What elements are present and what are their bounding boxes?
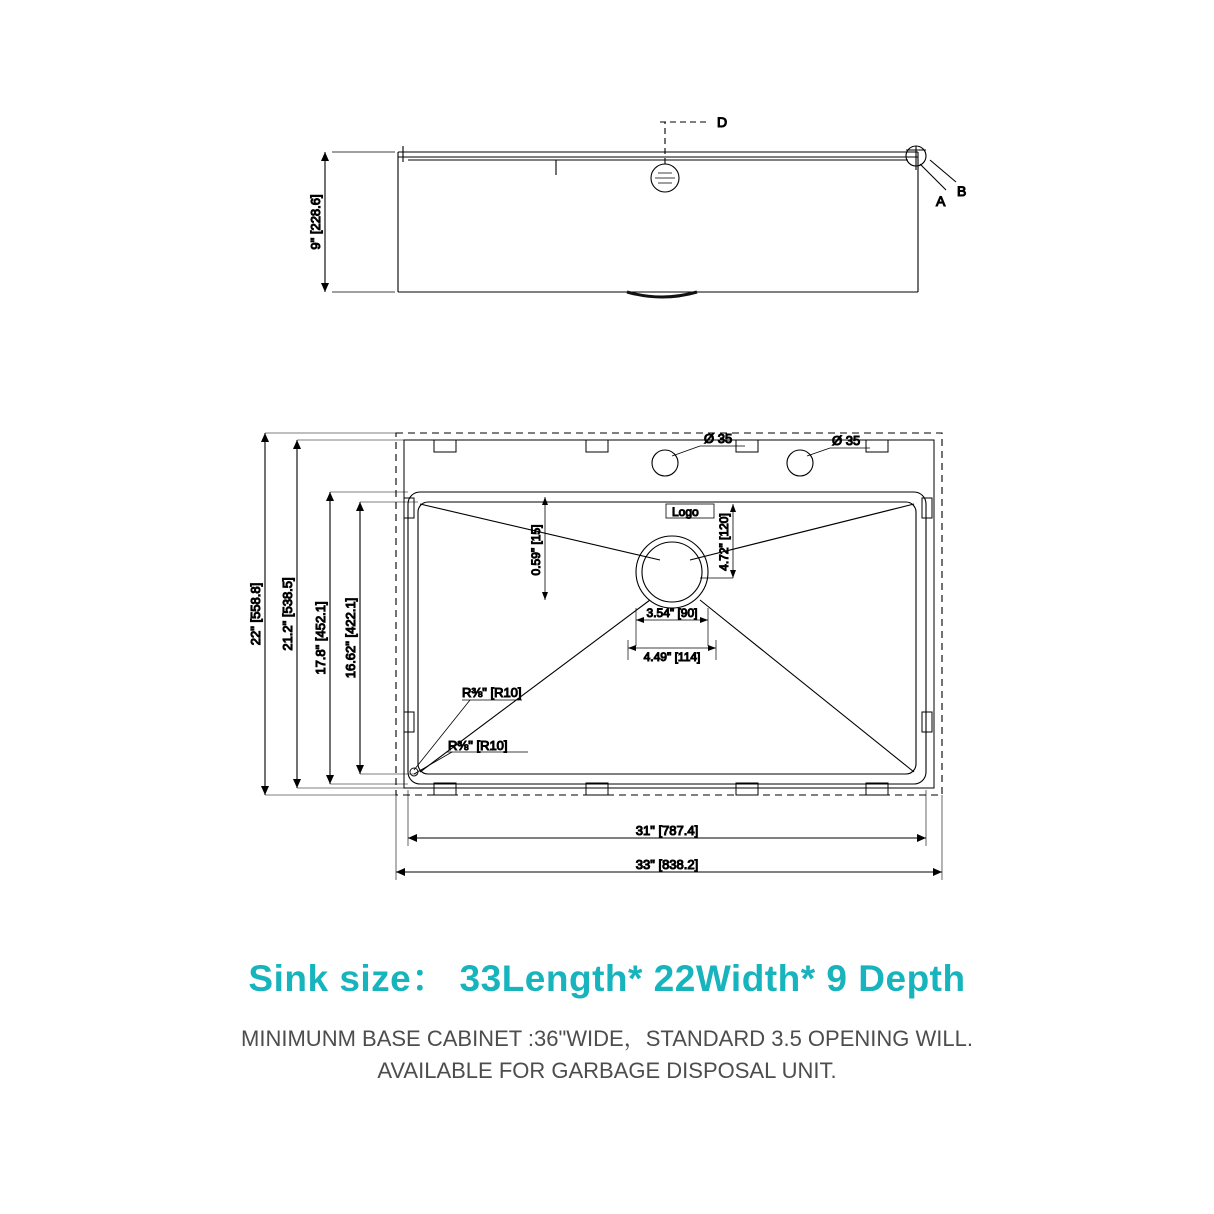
dim-31: 31" [787.4] xyxy=(635,823,699,838)
dim-4-72: 4.72" [120] xyxy=(717,513,731,571)
front-elevation-view xyxy=(308,114,966,297)
faucet-hole-1-label: Ø 35 xyxy=(704,431,733,446)
front-depth-dim: 9" [228.6] xyxy=(308,194,323,250)
callout-a-label: A xyxy=(936,193,946,209)
note-line-2: AVAILABLE FOR GARBAGE DISPOSAL UNIT. xyxy=(377,1057,837,1083)
sink-size-heading: Sink size： 33Length* 22Width* 9 Depth xyxy=(248,958,966,999)
caption-block xyxy=(0,955,1214,1087)
dim-33: 33" [838.2] xyxy=(635,857,699,872)
note-line-1: MINIMUNM BASE CABINET :36"WIDE，STANDARD 3.5 OPENING WILL. xyxy=(241,1026,973,1052)
dim-3-54: 3.54" [90] xyxy=(646,606,698,620)
callout-b-label: B xyxy=(957,183,967,199)
dim-17-8: 17.8" [452.1] xyxy=(313,601,328,675)
dim-0-59: 0.59" [15] xyxy=(529,524,543,576)
faucet-hole-2-label: Ø 35 xyxy=(832,433,861,448)
radius-label-2: R⅜" [R10] xyxy=(448,738,508,753)
top-plan-view xyxy=(248,431,942,880)
dim-21-2: 21.2" [538.5] xyxy=(280,577,295,651)
radius-label-1: R⅜" [R10] xyxy=(462,685,522,700)
dim-4-49: 4.49" [114] xyxy=(643,650,701,664)
callout-d-label: D xyxy=(717,114,728,130)
logo-label: Logo xyxy=(672,505,699,519)
dim-16-62: 16.62" [422.1] xyxy=(343,597,358,679)
dim-22: 22" [558.8] xyxy=(248,582,263,646)
